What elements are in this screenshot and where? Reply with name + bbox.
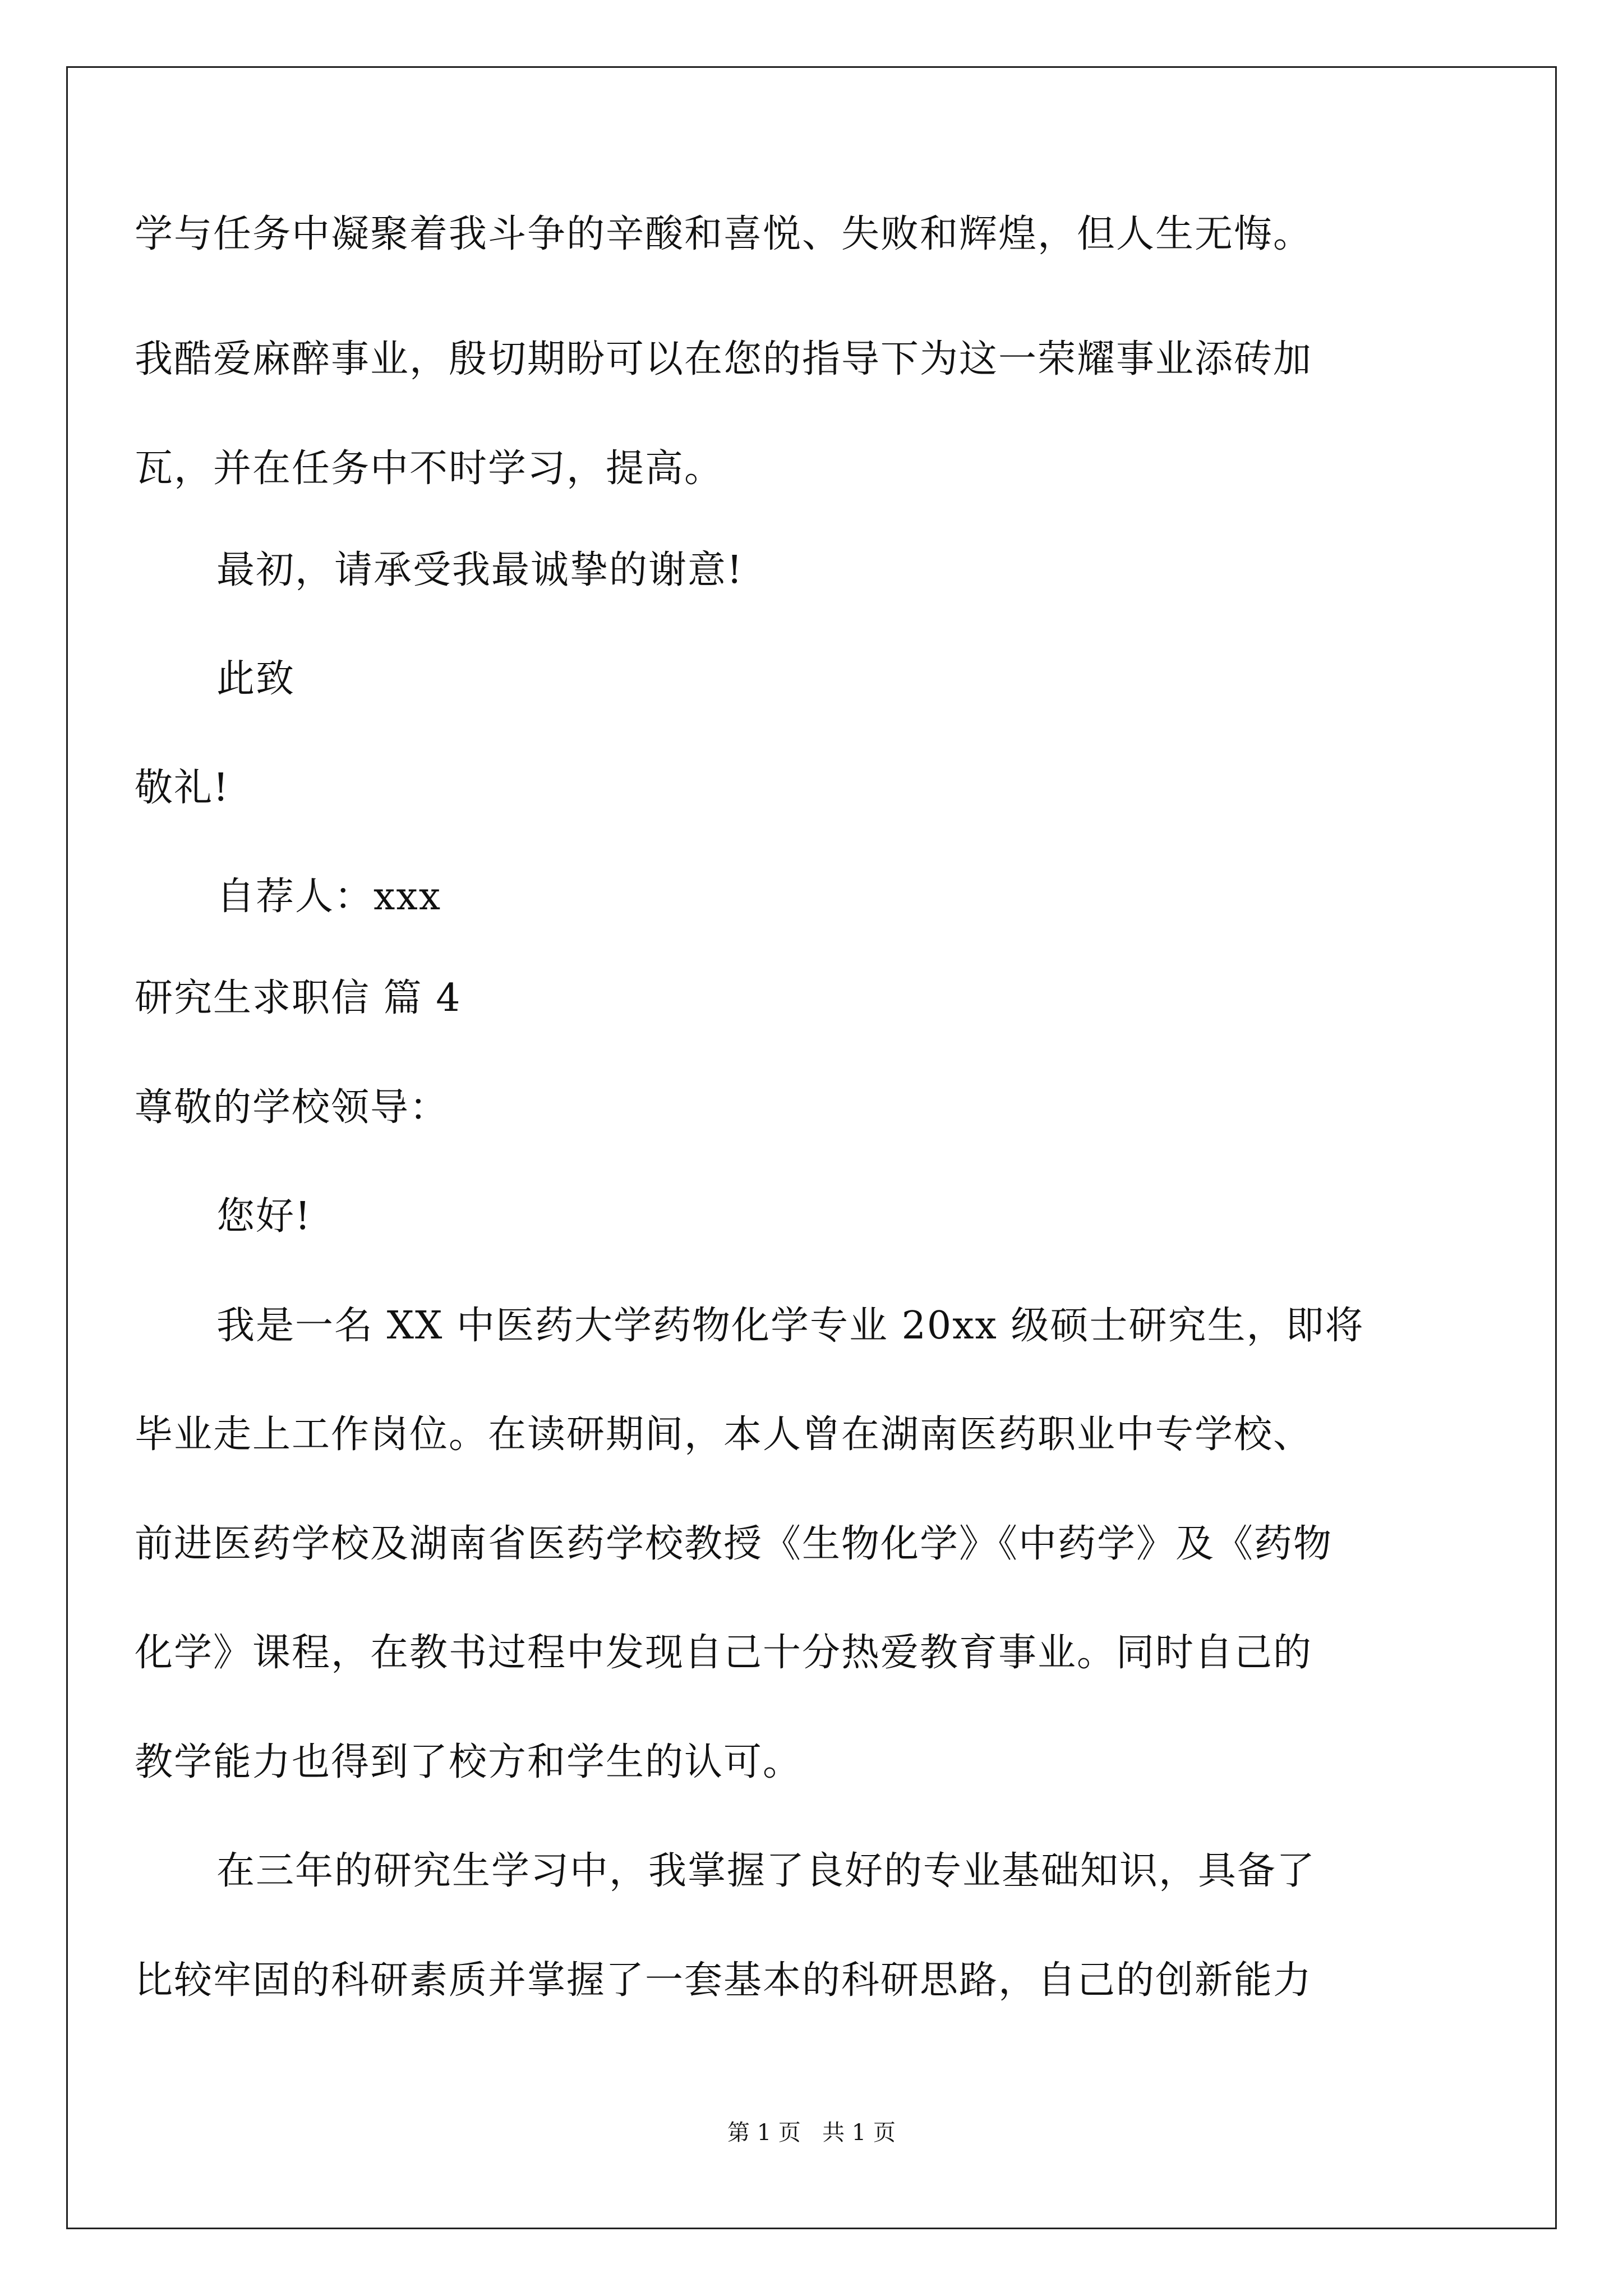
- body-text-line: 瓦，并在任务中不时学习，提高。: [135, 447, 724, 491]
- body-text-line: 化学》课程，在教书过程中发现自己十分热爱教育事业。同时自己的: [135, 1631, 1313, 1675]
- salutation-cizhi: 此致: [216, 657, 296, 701]
- closing-thanks: 最初，请承受我最诚挚的谢意!: [216, 548, 744, 592]
- page-border: [66, 66, 1557, 2229]
- body-text-line: 学与任务中凝聚着我斗争的辛酸和喜悦、失败和辉煌，但人生无悔。: [135, 212, 1313, 256]
- page-number-footer: 第 1 页 共 1 页: [727, 2120, 896, 2146]
- salutation-jingli: 敬礼!: [135, 766, 230, 810]
- body-text-line: 毕业走上工作岗位。在读研期间，本人曾在湖南医药职业中专学校、: [135, 1412, 1313, 1457]
- body-text-line: 教学能力也得到了校方和学生的认可。: [135, 1740, 803, 1784]
- signature: 自荐人：xxx: [216, 875, 442, 919]
- greeting-hello: 您好!: [216, 1194, 312, 1239]
- section-heading: 研究生求职信 篇 4: [135, 976, 462, 1020]
- body-text-line: 比较牢固的科研素质并掌握了一套基本的科研思路，自己的创新能力: [135, 1958, 1313, 2003]
- greeting-recipient: 尊敬的学校领导：: [135, 1085, 449, 1130]
- body-text-line: 在三年的研究生学习中，我掌握了良好的专业基础知识，具备了: [216, 1849, 1316, 1893]
- body-text-line: 前进医药学校及湖南省医药学校教授《生物化学》《中药学》及《药物: [135, 1522, 1333, 1566]
- body-text-line: 我是一名 XX 中医药大学药物化学专业 20xx 级硕士研究生，即将: [216, 1304, 1364, 1348]
- body-text-line: 我酷爱麻醉事业，殷切期盼可以在您的指导下为这一荣耀事业添砖加: [135, 337, 1313, 381]
